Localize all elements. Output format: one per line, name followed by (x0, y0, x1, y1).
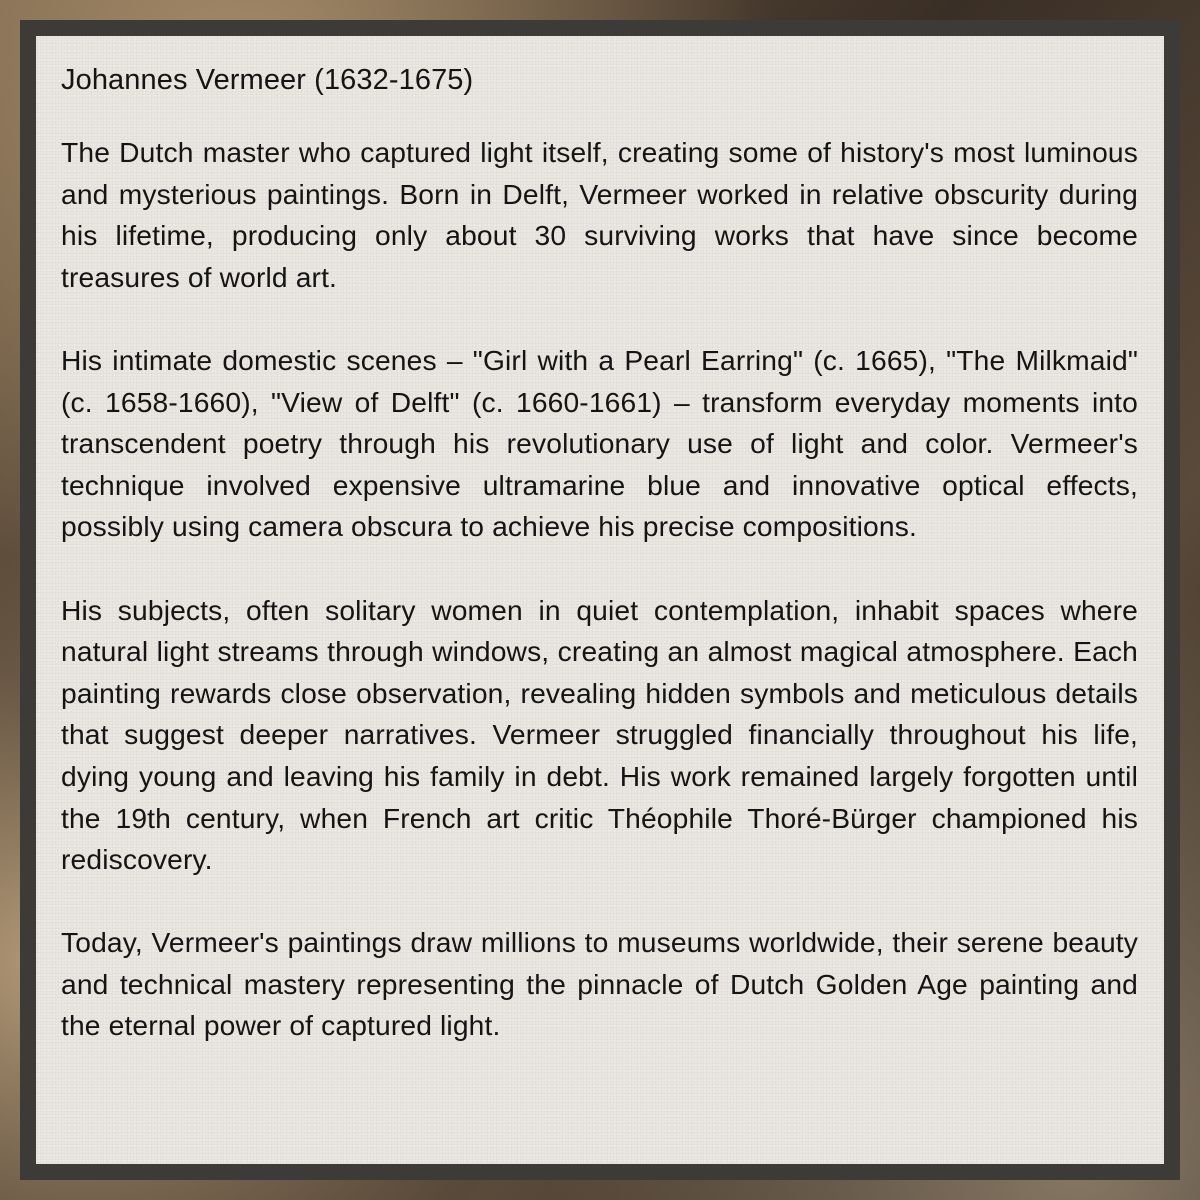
text-card (36, 36, 1164, 1164)
paragraph-intro: The Dutch master who captured light itself, creating some of history's most luminous and mysterious paintings. Born in Delft, Vermeer worked in relative obscurity during his lifetime, producing only about 30 surviving works that have since become treasures of world art. (61, 136, 1138, 293)
article-title: Johannes Vermeer (1632-1675) (61, 64, 474, 96)
paragraph-works: His intimate domestic scenes – "Girl with a Pearl Earring" (c. 1665), "The Milkmaid" (c. 1658-1660), "View of Delft" (c. 1660-1661) – transform everyday moments into transcendent poetry through his revolutionary use of light and color. Vermeer's technique involved expensive ultramarine blue and innovative optical effects, possibly using camera obscura to achieve his precise compositions. (61, 343, 1138, 543)
text-card-frame (20, 20, 1180, 1180)
paragraph-legacy: Today, Vermeer's paintings draw millions to museums worldwide, their serene beauty and technical mastery representing the pinnacle of Dutch Golden Age painting and the eternal power of captured light. (61, 926, 1138, 1042)
paragraph-subjects: His subjects, often solitary women in quiet contemplation, inhabit spaces where natural light streams through windows, creating an almost magical atmosphere. Each painting rewards close observation, revealing hidden symbols and meticulous details that suggest deeper narratives. Vermeer struggled financially throughout his life, dying young and leaving his family in debt. His work remained largely forgotten until the 19th century, when French art critic Théophile Thoré-Bürger championed his rediscovery. (61, 593, 1138, 876)
